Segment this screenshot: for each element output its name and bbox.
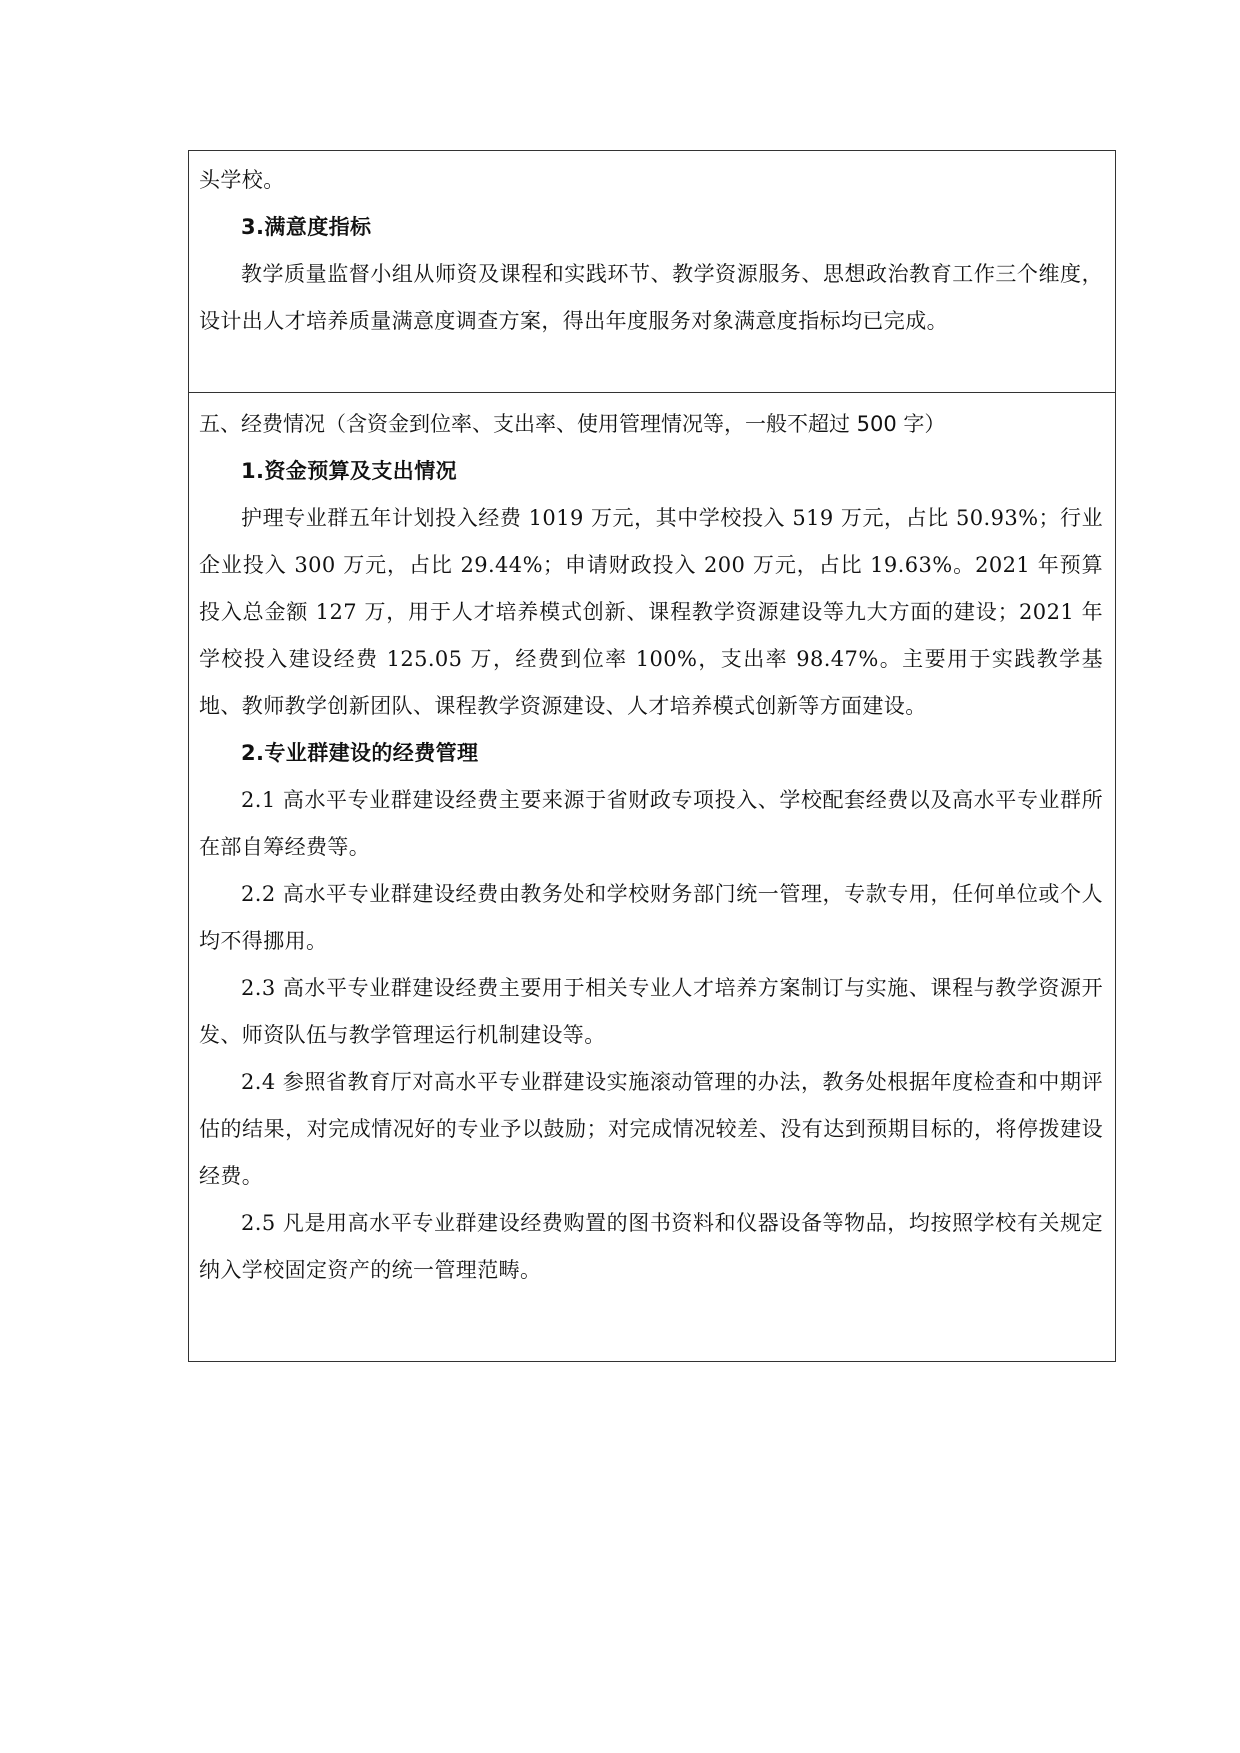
management-item: 2.5 凡是用高水平专业群建设经费购置的图书资料和仪器设备等物品，均按照学校有关规定纳入学校固定资产的统一管理范畴。: [199, 1211, 1103, 1282]
management-item: 2.1 高水平专业群建设经费主要来源于省财政专项投入、学校配套经费以及高水平专业群所在部自筹经费等。: [199, 788, 1103, 859]
budget-heading: 1.资金预算及支出情况: [241, 459, 457, 483]
continuation-text: 头学校。: [199, 168, 285, 192]
report-table: [188, 150, 1116, 1362]
funding-cell: [189, 393, 1115, 1361]
management-item: 2.2 高水平专业群建设经费由教务处和学校财务部门统一管理，专款专用，任何单位或个人均不得挪用。: [199, 882, 1103, 953]
satisfaction-cell: [189, 151, 1115, 393]
management-item: 2.4 参照省教育厅对高水平专业群建设实施滚动管理的办法，教务处根据年度检查和中期评估的结果，对完成情况好的专业予以鼓励；对完成情况较差、没有达到预期目标的，将停拨建设经费。: [199, 1070, 1103, 1188]
budget-paragraph: 护理专业群五年计划投入经费 1019 万元，其中学校投入 519 万元，占比 50.93%；行业企业投入 300 万元，占比 29.44%；申请财政投入 200 万元，占比 19.63%。2021 年预算投入总金额 127 万，用于人才培养模式创新、课程教学资源建设等九大方面的建设；2021 年学校投入建设经费 125.05 万，经费到位率 100%，支出率 98.47%。主要用于实践教学基地、教师教学创新团队、课程教学资源建设、人才培养模式创新等方面建设。: [199, 506, 1103, 718]
management-heading: 2.专业群建设的经费管理: [241, 741, 479, 765]
satisfaction-paragraph: 教学质量监督小组从师资及课程和实践环节、教学资源服务、思想政治教育工作三个维度，设计出人才培养质量满意度调查方案，得出年度服务对象满意度指标均已完成。: [199, 262, 1103, 333]
satisfaction-heading: 3.满意度指标: [241, 215, 372, 239]
section-five-title: 五、经费情况（含资金到位率、支出率、使用管理情况等，一般不超过 500 字）: [199, 412, 946, 436]
management-item: 2.3 高水平专业群建设经费主要用于相关专业人才培养方案制订与实施、课程与教学资源开发、师资队伍与教学管理运行机制建设等。: [199, 976, 1103, 1047]
